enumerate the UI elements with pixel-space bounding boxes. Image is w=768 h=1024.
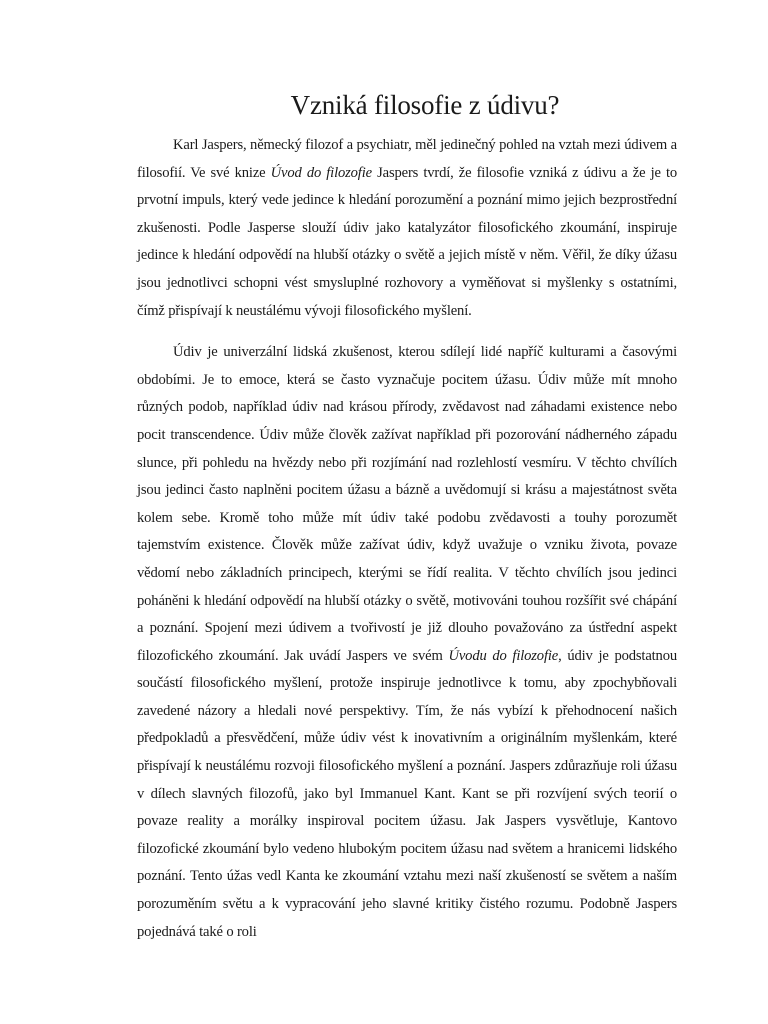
book-title-italic: Úvod do filozofie xyxy=(270,164,372,181)
paragraph-1 xyxy=(137,132,677,325)
document-page xyxy=(137,88,677,946)
paragraph-1-text-b: Jaspers tvrdí, že filosofie vzniká z údivu a že je to prvotní impuls, který vede jedince k hledání porozumění a poznání mimo jejich bezprostřední zkušenosti. Podle Jasperse slouží údiv jako katalyzátor filosofického zkoumání, inspiruje jedince k hledání odpovědí na hlubší otázky o světě a jejich místě v něm. Věřil, že díky úžasu jsou jednotlivci schopni vést smysluplné rozhovory a vyměňovat si myšlenky s ostatními, čímž přispívají k neustálému vývoji filosofického myšlení. xyxy=(137,164,678,319)
book-title-italic: Úvodu do filozofie xyxy=(448,647,559,664)
paragraph-1-text-a: Karl Jaspers, německý filozof a psychiatr, měl jedinečný pohled na vztah mezi údivem a filosofií. Ve své knize xyxy=(137,137,677,181)
paragraph-2-text-a: Údiv je univerzální lidská zkušenost, kterou sdílejí lidé napříč kulturami a časovými obdobími. Je to emoce, která se často vyznačuje pocitem úžasu. Údiv může mít mnoho různých podob, například údiv nad krásou přírody, zvědavost nad záhadami existence nebo pocit transcendence. Údiv může člověk zažívat například při pozorování nádherného západu slunce, při pohledu na hvězdy nebo při rozjímání nad rozlehlostí vesmíru. V těchto chvílích jsou jedinci často naplněni pocitem úžasu a bázně a uvědomují si krásu a majestátnost světa kolem sebe. Kromě toho může mít údiv také podobu zvědavosti a touhy porozumět tajemstvím existence. Člověk může zažívat údiv, když uvažuje o vzniku života, povaze vědomí nebo základních principech, kterými se řídí realita. V těchto chvílích jsou jedinci poháněni k hledání odpovědí na hlubší otázky o světě, motivováni touhou rozšířit své chápání a poznání. Spojení mezi údivem a tvořivostí je již dlouho považováno za ústřední aspekt filozofického zkoumání. Jak uvádí Jaspers ve svém xyxy=(137,344,677,664)
document-title: Vzniká filosofie z údivu? xyxy=(290,90,560,120)
paragraph-2 xyxy=(137,339,677,946)
paragraph-2-text-b: , údiv je podstatnou součástí filosofického myšlení, protože inspiruje jednotlivce k tomu, aby zpochybňovali zavedené názory a hledali nové perspektivy. Tím, že nás vybízí k přehodnocení našich předpokladů a přesvědčení, může údiv vést k inovativním a originálním myšlenkám, které přispívají k neustálému rozvoji filosofického myšlení a poznání. Jaspers zdůrazňuje roli úžasu v dílech slavných filozofů, jako byl Immanuel Kant. Kant se při rozvíjení svých teorií o povaze reality a morálky inspiroval pocitem úžasu. Jak Jaspers vysvětluje, Kantovo filozofické zkoumání bylo vedeno hlubokým pocitem úžasu nad světem a hranicemi lidského poznání. Tento úžas vedl Kanta ke zkoumání vztahu mezi naší zkušeností se světem a naším porozuměním světu a k vypracování jeho slavné kritiky čistého rozumu. Podobně Jaspers pojednává také o roli xyxy=(137,647,677,940)
